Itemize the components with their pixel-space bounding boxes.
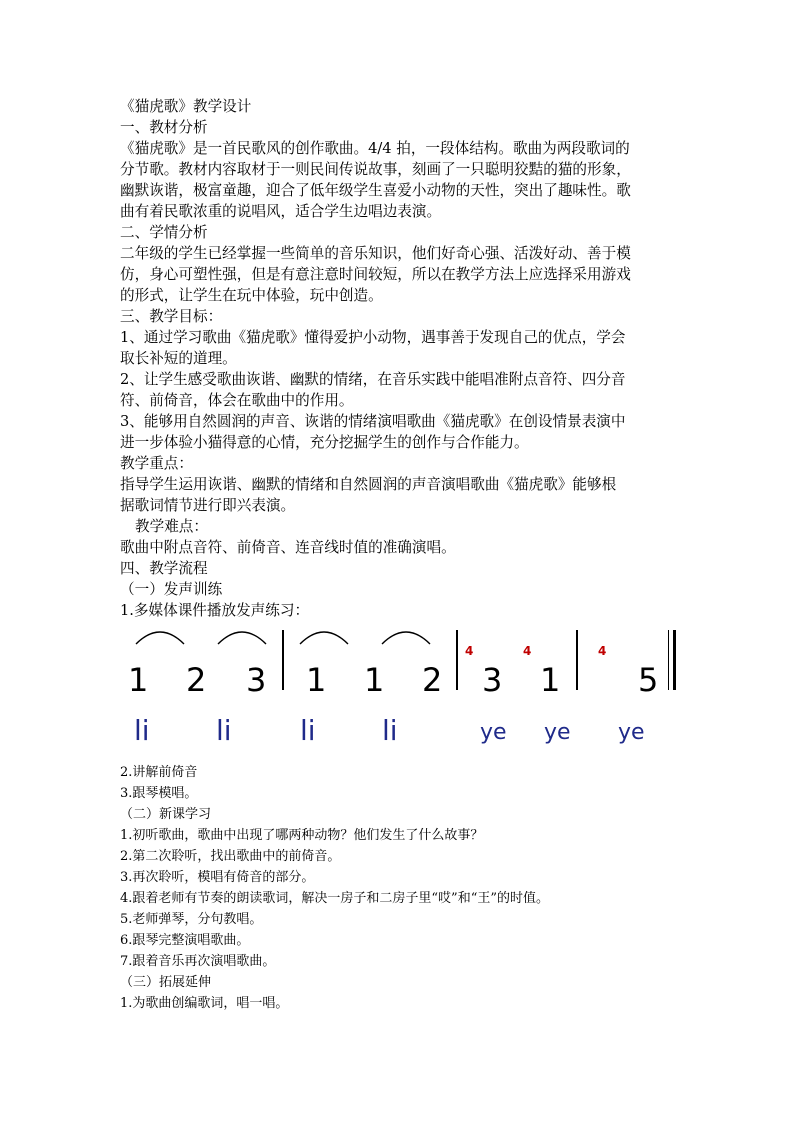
paragraph-line: 曲有着民歌浓重的说唱风，适合学生边唱边表演。 bbox=[120, 203, 442, 220]
heading-teaching-process: 四、教学流程 bbox=[120, 560, 208, 577]
lyric-syllable: li bbox=[300, 714, 316, 747]
slur-arc bbox=[218, 632, 266, 644]
heading-teaching-goals: 三、教学目标： bbox=[120, 308, 223, 325]
paragraph-line: 1、通过学习歌曲《猫虎歌》懂得爱护小动物，遇事善于发现自己的优点，学会 bbox=[120, 329, 626, 346]
final-bar-thick bbox=[673, 630, 676, 690]
lyric-syllable: ye bbox=[544, 720, 571, 745]
note-digit: 2 bbox=[422, 661, 443, 699]
step-line: 7.跟着音乐再次演唱歌曲。 bbox=[120, 954, 276, 969]
slur-arc bbox=[136, 632, 184, 644]
heading-key-points: 教学重点： bbox=[120, 455, 193, 472]
subheading-new-lesson: （二）新课学习 bbox=[120, 807, 212, 822]
paragraph-line: 符、前倚音，体会在歌曲中的作用。 bbox=[120, 392, 354, 409]
paragraph-line: 仿，身心可塑性强，但是有意注意时间较短，所以在教学方法上应选择采用游戏 bbox=[120, 266, 631, 283]
paragraph-line: 二年级的学生已经掌握一些简单的音乐知识，他们好奇心强、活泼好动、善于模 bbox=[120, 245, 631, 262]
lyric-syllable: ye bbox=[480, 720, 507, 745]
lyric-syllable: li bbox=[382, 714, 398, 747]
final-bar-thin bbox=[668, 630, 669, 690]
lyric-syllable: ye bbox=[618, 720, 645, 745]
paragraph-line: 3、能够用自然圆润的声音、诙谐的情绪演唱歌曲《猫虎歌》在创设情景表演中 bbox=[120, 413, 626, 430]
slur-arc bbox=[300, 632, 348, 644]
step-line: 6.跟琴完整演唱歌曲。 bbox=[120, 933, 250, 948]
heading-student-analysis: 二、学情分析 bbox=[120, 224, 208, 241]
grace-note: 4 bbox=[465, 644, 474, 658]
note-digit: 1 bbox=[364, 661, 385, 699]
step-line: 4.跟着老师有节奏的朗读歌词，解决一房子和二房子里“哎”和“王”的时值。 bbox=[120, 891, 549, 906]
subheading-extension: （三）拓展延伸 bbox=[120, 975, 212, 990]
grace-note: 4 bbox=[598, 644, 607, 658]
lyric-syllable: li bbox=[216, 714, 232, 747]
note-digit: 5 bbox=[638, 661, 659, 699]
paragraph-line: 分节歌。教材内容取材于一则民间传说故事，刻画了一只聪明狡黠的猫的形象， bbox=[120, 161, 631, 178]
paragraph-line: 的形式，让学生在玩中体验，玩中创造。 bbox=[120, 287, 383, 304]
lyric-syllable: li bbox=[134, 714, 150, 747]
paragraph-line: 歌曲中附点音符、前倚音、连音线时值的准确演唱。 bbox=[120, 539, 456, 556]
heading-textbook-analysis: 一、教材分析 bbox=[120, 119, 208, 136]
heading-difficulties: 教学难点： bbox=[135, 518, 208, 535]
bar-line bbox=[456, 630, 458, 690]
subheading-vocal-training: （一）发声训练 bbox=[120, 581, 223, 598]
step-line: 3.再次聆听，模唱有倚音的部分。 bbox=[120, 870, 315, 885]
note-digit: 1 bbox=[306, 661, 327, 699]
step-line: 3.跟琴模唱。 bbox=[120, 786, 198, 801]
step-line: 2.讲解前倚音 bbox=[120, 765, 198, 780]
step-line: 1.多媒体课件播放发声练习： bbox=[120, 602, 310, 619]
paragraph-line: 据歌词情节进行即兴表演。 bbox=[120, 497, 296, 514]
note-digit: 1 bbox=[128, 661, 149, 699]
note-digit: 3 bbox=[482, 661, 503, 699]
bar-line bbox=[576, 630, 578, 690]
note-digit: 3 bbox=[246, 661, 267, 699]
step-line: 5.老师弹琴，分句教唱。 bbox=[120, 912, 263, 927]
slur-arc bbox=[382, 632, 430, 644]
paragraph-line: 进一步体验小猫得意的心情，充分挖掘学生的创作与合作能力。 bbox=[120, 434, 529, 451]
notation-figure bbox=[120, 622, 690, 762]
paragraph-line: 幽默诙谐，极富童趣，迎合了低年级学生喜爱小动物的天性，突出了趣味性。歌 bbox=[120, 182, 631, 199]
note-digit: 2 bbox=[186, 661, 207, 699]
paragraph-line: 2、让学生感受歌曲诙谐、幽默的情绪，在音乐实践中能唱准附点音符、四分音 bbox=[120, 371, 626, 388]
bar-line bbox=[282, 630, 284, 690]
step-line: 2.第二次聆听，找出歌曲中的前倚音。 bbox=[120, 849, 341, 864]
step-line: 1.初听歌曲，歌曲中出现了哪两种动物？他们发生了什么故事？ bbox=[120, 828, 484, 843]
doc-title: 《猫虎歌》教学设计 bbox=[120, 98, 252, 115]
paragraph-line: 《猫虎歌》是一首民歌风的创作歌曲。4/4 拍，一段体结构。歌曲为两段歌词的 bbox=[120, 140, 630, 157]
paragraph-line: 取长补短的道理。 bbox=[120, 350, 237, 367]
paragraph-line: 指导学生运用诙谐、幽默的情绪和自然圆润的声音演唱歌曲《猫虎歌》能够根 bbox=[120, 476, 617, 493]
grace-note: 4 bbox=[523, 644, 532, 658]
note-digit: 1 bbox=[540, 661, 561, 699]
step-line: 1.为歌曲创编歌词，唱一唱。 bbox=[120, 996, 289, 1011]
